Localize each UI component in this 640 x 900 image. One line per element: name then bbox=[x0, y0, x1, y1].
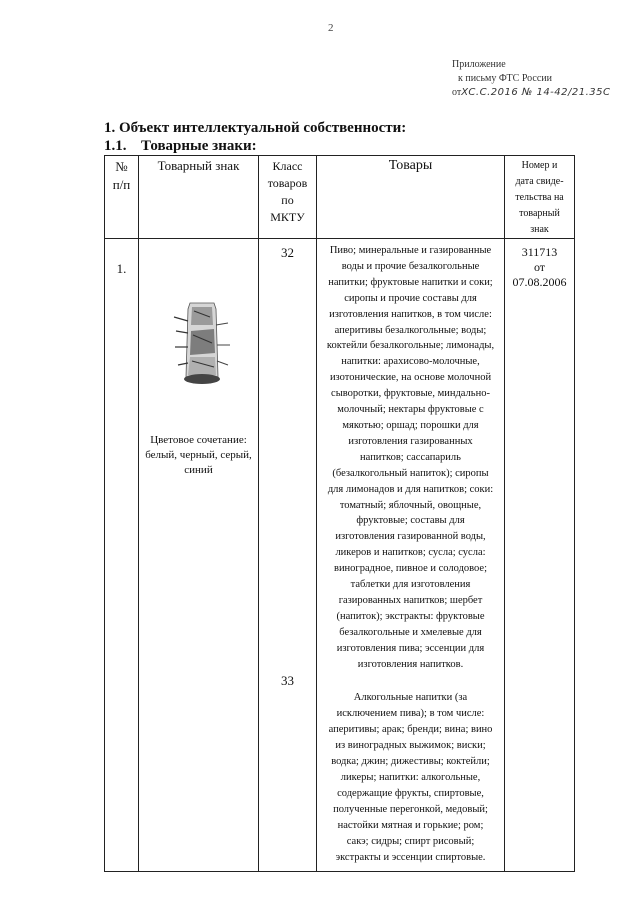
header-trademark: Товарный знак bbox=[139, 156, 259, 239]
goods-line: изготовления газированной воды, bbox=[335, 531, 486, 543]
header-class-line: товаров bbox=[267, 176, 308, 190]
class-cell bbox=[259, 239, 317, 872]
goods-line: сакэ; сидры; спирт рисовый; bbox=[346, 835, 475, 847]
header-class-line: Класс bbox=[272, 159, 303, 173]
goods-line: ликеры; напитки: алкогольные, bbox=[340, 772, 481, 783]
header-number-line: № bbox=[115, 159, 128, 174]
trademarks-table bbox=[104, 155, 575, 872]
header-certificate bbox=[505, 156, 575, 239]
goods-line: (безалкогольный напиток); сиропы bbox=[332, 467, 489, 479]
header-number-line: п/п bbox=[112, 177, 131, 192]
page-number: 2 bbox=[328, 22, 334, 34]
color-line: синий bbox=[184, 464, 213, 476]
annex-line-2: к письму ФТС России bbox=[458, 73, 552, 84]
annex-reference: XC.C.2016 № 14-42/21.35C bbox=[461, 87, 611, 98]
goods-line: аперитивы; арак; бренди; вина; вино bbox=[328, 724, 493, 736]
annex-line-1: Приложение bbox=[452, 59, 506, 70]
color-line: Цветовое сочетание: bbox=[150, 434, 247, 446]
trademark-colors bbox=[139, 433, 258, 478]
trademark-bottle-image bbox=[172, 295, 232, 389]
goods-line: сиропы и прочие составы для bbox=[344, 292, 477, 304]
goods-line: из виноградных выжимок; виски; bbox=[335, 740, 486, 752]
goods-line: молочный; нектары фруктовые с bbox=[337, 404, 484, 416]
certificate-date: 07.08.2006 bbox=[512, 275, 567, 289]
goods-line: воды и прочие безалкогольные bbox=[341, 260, 480, 272]
goods-line: изготовления газированных bbox=[348, 435, 473, 447]
goods-line: изотонические, на основе молочной bbox=[329, 372, 492, 384]
certificate-from: от bbox=[533, 260, 546, 274]
goods-list-class-33 bbox=[321, 690, 500, 865]
goods-line: напитки: арахисово-молочные, bbox=[341, 356, 480, 368]
goods-line: газированных напитков; шербет bbox=[338, 594, 483, 606]
goods-line: настойки мятная и горькие; ром; bbox=[337, 819, 484, 831]
goods-line: изготовления пива; эссенции для bbox=[336, 642, 485, 654]
goods-line: сыворотки, фруктовые, миндально- bbox=[331, 388, 490, 400]
section-heading: 1. Объект интеллектуальной собственности: bbox=[104, 120, 407, 136]
goods-line: Алкогольные напитки (за bbox=[353, 692, 468, 704]
goods-line: виноградное, пивное и солодовое; bbox=[333, 563, 488, 575]
header-goods: Товары bbox=[317, 156, 505, 239]
goods-line: для лимонадов и для напитков; соки: bbox=[327, 483, 494, 495]
goods-line: содержащие фрукты, спиртовые, bbox=[337, 787, 484, 799]
header-certificate-line: знак bbox=[530, 224, 549, 235]
goods-cell bbox=[317, 239, 505, 872]
goods-line: (напиток); экстракты: фруктовые bbox=[336, 610, 485, 622]
goods-line: изготовления напитков, в том числе: bbox=[329, 308, 492, 320]
header-class-line: по bbox=[281, 193, 294, 207]
class-value-33: 33 bbox=[281, 673, 294, 688]
table-header-row bbox=[105, 156, 575, 239]
header-certificate-line: товарный bbox=[519, 208, 560, 219]
goods-line: полученные перегонкой, медовый; bbox=[333, 803, 488, 815]
annex-from: от bbox=[452, 87, 462, 98]
header-certificate-line: дата свиде- bbox=[515, 176, 564, 187]
goods-line: таблетки для изготовления bbox=[350, 579, 471, 591]
goods-line: Пиво; минеральные и газированные bbox=[329, 245, 492, 256]
certificate-cell bbox=[505, 239, 575, 872]
goods-line: безалкогольные и хмелевые для bbox=[339, 626, 482, 638]
class-value-32: 32 bbox=[281, 245, 294, 260]
subsection-title: Товарные знаки: bbox=[141, 138, 257, 154]
goods-line: коктейли безалкогольные; лимонады, bbox=[326, 340, 495, 352]
trademark-cell bbox=[139, 239, 259, 872]
goods-line: фруктовые; составы для bbox=[356, 515, 465, 527]
table-row bbox=[105, 239, 575, 872]
subsection-heading bbox=[104, 138, 257, 155]
goods-line: экстракты и эссенции спиртовые. bbox=[335, 851, 486, 863]
header-class-line: МКТУ bbox=[270, 210, 305, 224]
row-number: 1. bbox=[116, 261, 127, 276]
header-number bbox=[105, 156, 139, 239]
goods-line: исключением пива); в том числе: bbox=[336, 708, 485, 720]
goods-list-class-32 bbox=[321, 243, 500, 672]
annex-line-3 bbox=[452, 86, 611, 100]
goods-line: напитки; фруктовые напитки и соки; bbox=[328, 276, 493, 288]
annex-stamp bbox=[452, 58, 611, 100]
header-certificate-line: тельства на bbox=[515, 192, 564, 203]
color-line: белый, черный, серый, bbox=[145, 449, 252, 461]
goods-line: мякотью; оршад; порошки для bbox=[342, 419, 479, 431]
header-class bbox=[259, 156, 317, 239]
goods-line: томатный; яблочный, овощные, bbox=[339, 499, 482, 511]
row-number-cell bbox=[105, 239, 139, 872]
goods-line: напитков; сассапариль bbox=[360, 451, 461, 463]
goods-line: водка; джин; дижестивы; коктейли; bbox=[331, 756, 490, 768]
goods-line: аперитивы безалкогольные; воды; bbox=[334, 324, 487, 336]
subsection-number: 1.1. bbox=[104, 138, 127, 154]
goods-line: ликеров и напитков; сусла; сусла: bbox=[335, 547, 486, 559]
certificate-number: 311713 bbox=[521, 245, 558, 259]
header-certificate-line: Номер и bbox=[521, 160, 558, 171]
goods-line: изготовления напитков. bbox=[357, 658, 464, 670]
